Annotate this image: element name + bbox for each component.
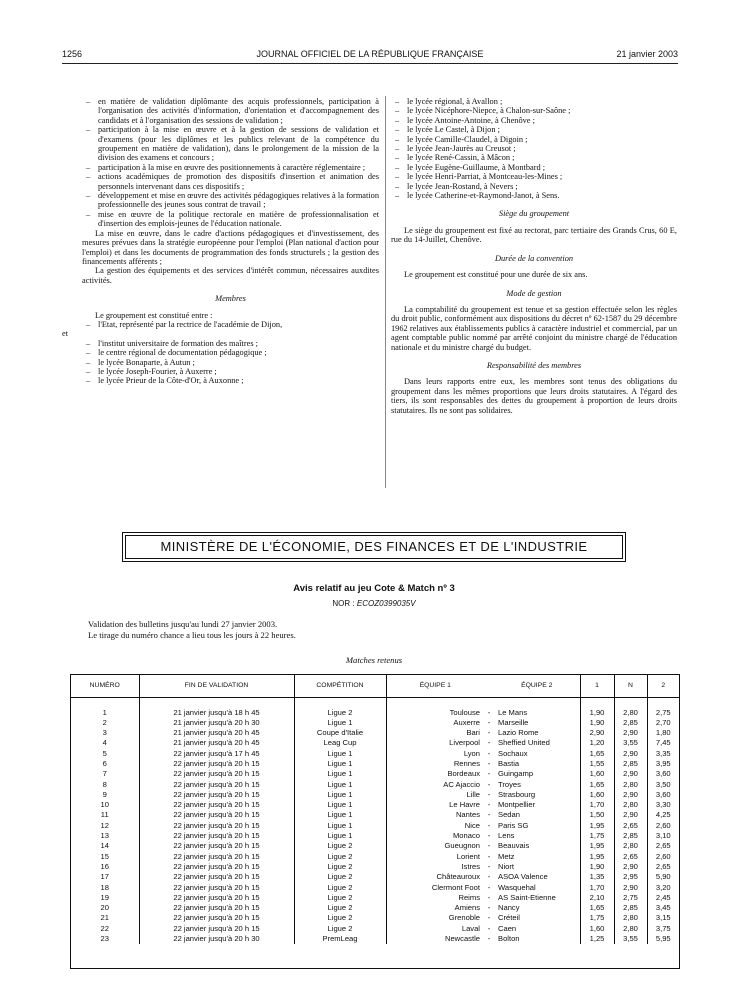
cell-numero: 15 bbox=[71, 852, 139, 862]
cell-cote-1: 1,20 bbox=[580, 738, 614, 748]
table-row bbox=[71, 759, 679, 769]
header-cote-n: N bbox=[614, 675, 647, 697]
table-row bbox=[71, 913, 679, 923]
left-column bbox=[62, 97, 379, 386]
cell-cote-2: 3,45 bbox=[655, 903, 671, 913]
header-numero: NUMÉRO bbox=[71, 675, 139, 697]
cell-equipe-2: ASOA Valence bbox=[494, 872, 580, 882]
cell-dash: - bbox=[487, 707, 491, 717]
cell-equipe-1: Bari bbox=[466, 728, 480, 738]
cell-competition: Ligue 1 bbox=[294, 810, 386, 820]
cell-equipe-1: Lorient bbox=[456, 851, 480, 861]
cell-equipe-2: Lazio Rome bbox=[494, 728, 580, 738]
cell-cote-1: 1,75 bbox=[580, 831, 614, 841]
cell-competition: Ligue 1 bbox=[294, 790, 386, 800]
cell-dash: - bbox=[487, 728, 491, 738]
matches-table bbox=[70, 674, 680, 969]
cell-numero: 8 bbox=[71, 780, 139, 790]
cell-fin-validation: 22 janvier jusqu'à 20 h 15 bbox=[139, 872, 294, 882]
cell-fin-validation: 22 janvier jusqu'à 20 h 15 bbox=[139, 852, 294, 862]
cell-fin-validation: 22 janvier jusqu'à 20 h 15 bbox=[139, 924, 294, 934]
cell-competition: Ligue 2 bbox=[294, 903, 386, 913]
cell-numero: 16 bbox=[71, 862, 139, 872]
member-item: – le lycée régional, à Avallon ; bbox=[391, 97, 677, 106]
cell-equipe-1: Newcastle bbox=[444, 934, 480, 944]
cell-competition: Ligue 1 bbox=[294, 759, 386, 769]
cell-competition: Ligue 1 bbox=[294, 780, 386, 790]
cell-numero: 17 bbox=[71, 872, 139, 882]
cell-fin-validation: 22 janvier jusqu'à 20 h 15 bbox=[139, 883, 294, 893]
cell-numero: 14 bbox=[71, 841, 139, 851]
table-row bbox=[71, 821, 679, 831]
cell-cote-n: 3,55 bbox=[614, 738, 647, 748]
cell-numero: 4 bbox=[71, 738, 139, 748]
cell-dash: - bbox=[487, 758, 491, 768]
running-header bbox=[62, 49, 678, 63]
cell-fin-validation: 22 janvier jusqu'à 20 h 15 bbox=[139, 903, 294, 913]
cell-cote-n: 2,90 bbox=[614, 883, 647, 893]
cell-competition: Ligue 1 bbox=[294, 831, 386, 841]
cell-equipe-2: Le Mans bbox=[494, 697, 580, 718]
table-row bbox=[71, 934, 679, 944]
header-spacer bbox=[484, 675, 494, 697]
member-item: – le lycée Jean-Rostand, à Nevers ; bbox=[391, 182, 677, 191]
cell-cote-n: 2,80 bbox=[614, 841, 647, 851]
cell-fin-validation: 22 janvier jusqu'à 20 h 15 bbox=[139, 841, 294, 851]
cell-cote-1: 1,90 bbox=[580, 718, 614, 728]
member-item: – le lycée Antoine-Antoine, à Chenôve ; bbox=[391, 116, 677, 125]
cell-competition: PremLeag bbox=[294, 934, 386, 944]
cell-fin-validation: 21 janvier jusqu'à 20 h 45 bbox=[139, 728, 294, 738]
cell-fin-validation: 21 janvier jusqu'à 18 h 45 bbox=[139, 697, 294, 718]
cell-equipe-2: Metz bbox=[494, 852, 580, 862]
paragraph: La comptabilité du groupement est tenue et sa gestion effectuée selon les règles du droit public, conformément aux dispositions du décret nº 62-1587 du 29 décembre 1962 relatives aux établissements publics à caractère industriel et commercial, par un agent comptable public nommé par arrêté conjoint du ministre chargé de l'éducation nationale et du ministre chargé du budget. bbox=[391, 304, 677, 352]
cell-numero: 12 bbox=[71, 821, 139, 831]
cell-cote-2: 3,15 bbox=[655, 913, 671, 923]
header-cote-1: 1 bbox=[580, 675, 614, 697]
cell-competition: Ligue 2 bbox=[294, 913, 386, 923]
cell-cote-2: 2,45 bbox=[655, 892, 671, 902]
cell-numero: 7 bbox=[71, 769, 139, 779]
section-heading: Responsabilité des membres bbox=[486, 360, 582, 370]
cell-cote-n: 2,65 bbox=[614, 821, 647, 831]
cell-cote-1: 1,90 bbox=[580, 697, 614, 718]
cell-cote-n: 2,65 bbox=[614, 852, 647, 862]
cell-numero: 11 bbox=[71, 810, 139, 820]
cell-dash: - bbox=[487, 923, 491, 933]
cell-cote-n: 2,90 bbox=[614, 749, 647, 759]
member-item: – le centre régional de documentation pédagogique ; bbox=[82, 348, 379, 357]
cell-equipe-1: Auxerre bbox=[453, 717, 480, 727]
header-fin-validation: FIN DE VALIDATION bbox=[139, 675, 294, 697]
cell-competition: Ligue 2 bbox=[294, 872, 386, 882]
cell-cote-n: 2,85 bbox=[614, 831, 647, 841]
cell-equipe-2: Niort bbox=[494, 862, 580, 872]
cell-cote-1: 1,55 bbox=[580, 759, 614, 769]
cell-cote-n: 2,90 bbox=[614, 728, 647, 738]
cell-equipe-1: Nice bbox=[464, 820, 480, 830]
cell-cote-1: 1,90 bbox=[580, 862, 614, 872]
table-row bbox=[71, 738, 679, 748]
table-row bbox=[71, 903, 679, 913]
cell-numero: 3 bbox=[71, 728, 139, 738]
cell-equipe-1: Monaco bbox=[452, 831, 480, 841]
member-item: – le lycée Nicéphore-Niepce, à Chalon-sur-Saône ; bbox=[391, 106, 677, 115]
cell-cote-1: 1,65 bbox=[580, 749, 614, 759]
table-row bbox=[71, 831, 679, 841]
table-row bbox=[71, 728, 679, 738]
cell-dash: - bbox=[487, 841, 491, 851]
member-item: – le lycée Bonaparte, à Autun ; bbox=[82, 358, 379, 367]
table-row bbox=[71, 800, 679, 810]
table-row bbox=[71, 790, 679, 800]
cell-equipe-1: Reims bbox=[458, 892, 480, 902]
cell-numero: 20 bbox=[71, 903, 139, 913]
cell-fin-validation: 22 janvier jusqu'à 20 h 15 bbox=[139, 893, 294, 903]
paragraph: Le groupement est constitué pour une durée de six ans. bbox=[404, 270, 588, 280]
cell-equipe-2: Strasbourg bbox=[494, 790, 580, 800]
cell-competition: Ligue 1 bbox=[294, 769, 386, 779]
cell-cote-n: 2,90 bbox=[614, 810, 647, 820]
cell-equipe-2: Nancy bbox=[494, 903, 580, 913]
column-divider bbox=[385, 96, 386, 488]
cell-cote-1: 2,10 bbox=[580, 893, 614, 903]
cell-equipe-2: Sedan bbox=[494, 810, 580, 820]
cell-fin-validation: 22 janvier jusqu'à 20 h 15 bbox=[139, 810, 294, 820]
cell-cote-1: 1,65 bbox=[580, 903, 614, 913]
paragraph: La gestion des équipements et des services d'intérêt commun, nécessaires auxdites activités. bbox=[82, 266, 379, 285]
cell-equipe-1: Clermont Foot bbox=[431, 882, 480, 892]
cell-cote-2: 3,75 bbox=[655, 923, 671, 933]
paragraph: Le siège du groupement est fixé au rectorat, parc tertiaire des Grands Crus, 60 E, rue du 14-Juillet, Chenôve. bbox=[391, 225, 677, 245]
cell-cote-n: 2,80 bbox=[614, 800, 647, 810]
cell-equipe-2: Guingamp bbox=[494, 769, 580, 779]
cell-fin-validation: 22 janvier jusqu'à 17 h 45 bbox=[139, 749, 294, 759]
cell-dash: - bbox=[487, 872, 491, 882]
cell-numero: 1 bbox=[71, 697, 139, 718]
cell-equipe-2: Caen bbox=[494, 924, 580, 934]
cell-competition: Ligue 1 bbox=[294, 821, 386, 831]
cell-cote-1: 1,70 bbox=[580, 883, 614, 893]
cell-numero: 19 bbox=[71, 893, 139, 903]
cell-cote-2: 2,75 bbox=[655, 707, 671, 717]
cell-equipe-1: AC Ajaccio bbox=[443, 779, 480, 789]
table-row bbox=[71, 841, 679, 851]
cell-fin-validation: 22 janvier jusqu'à 20 h 15 bbox=[139, 759, 294, 769]
header-equipe-1: ÉQUIPE 1 bbox=[386, 675, 484, 697]
cell-competition: Ligue 2 bbox=[294, 893, 386, 903]
cell-cote-1: 1,50 bbox=[580, 810, 614, 820]
cell-numero: 23 bbox=[71, 934, 139, 944]
ministry-banner: MINISTÈRE DE L'ÉCONOMIE, DES FINANCES ET DE L'INDUSTRIE bbox=[125, 535, 623, 559]
cell-dash: - bbox=[487, 831, 491, 841]
cell-competition: Ligue 2 bbox=[294, 697, 386, 718]
cell-cote-1: 1,25 bbox=[580, 934, 614, 944]
cell-numero: 13 bbox=[71, 831, 139, 841]
cell-cote-n: 2,80 bbox=[614, 780, 647, 790]
nor-value: ECOZ0399035V bbox=[356, 599, 416, 608]
cell-equipe-2: Marseille bbox=[494, 718, 580, 728]
header-rule bbox=[62, 63, 678, 64]
cell-cote-2: 7,45 bbox=[655, 738, 671, 748]
section-heading: Siège du groupement bbox=[498, 209, 570, 219]
header-equipe-2: ÉQUIPE 2 bbox=[494, 675, 580, 697]
table-header-row bbox=[71, 675, 679, 697]
cell-dash: - bbox=[487, 810, 491, 820]
member-item: – le lycée Prieur de la Côte-d'Or, à Auxonne ; bbox=[82, 376, 379, 385]
cell-numero: 18 bbox=[71, 883, 139, 893]
cell-competition: Ligue 1 bbox=[294, 718, 386, 728]
cell-fin-validation: 22 janvier jusqu'à 20 h 15 bbox=[139, 862, 294, 872]
cell-numero: 9 bbox=[71, 790, 139, 800]
cell-fin-validation: 21 janvier jusqu'à 20 h 30 bbox=[139, 718, 294, 728]
member-item: – le lycée Catherine-et-Raymond-Janot, à Sens. bbox=[391, 191, 677, 200]
cell-equipe-1: Istres bbox=[461, 861, 480, 871]
cell-equipe-1: Bordeaux bbox=[447, 769, 480, 779]
member-item: – le lycée Camille-Claudel, à Digoin ; bbox=[391, 135, 677, 144]
cell-equipe-2: Bastia bbox=[494, 759, 580, 769]
cell-cote-2: 3,60 bbox=[655, 769, 671, 779]
cell-numero: 5 bbox=[71, 749, 139, 759]
cell-cote-n: 2,85 bbox=[614, 718, 647, 728]
right-column bbox=[391, 97, 677, 415]
cell-cote-2: 5,95 bbox=[655, 934, 671, 944]
cell-competition: Leag Cup bbox=[294, 738, 386, 748]
cell-equipe-1: Châteauroux bbox=[436, 872, 480, 882]
table-row bbox=[71, 872, 679, 882]
cell-cote-2: 3,30 bbox=[655, 800, 671, 810]
mission-item: – en matière de validation diplômante des acquis professionnels, participation à l'organisation des activités d'information, d'orientation et d'accompagnement des candidats et à l'organisation des sessions de validation ; bbox=[82, 97, 379, 125]
table-row bbox=[71, 924, 679, 934]
cell-cote-2: 3,10 bbox=[655, 831, 671, 841]
cell-dash: - bbox=[487, 861, 491, 871]
cell-dash: - bbox=[487, 800, 491, 810]
cell-cote-n: 2,85 bbox=[614, 759, 647, 769]
member-item: – l'Etat, représenté par la rectrice de l'académie de Dijon, bbox=[82, 320, 379, 329]
cell-fin-validation: 22 janvier jusqu'à 20 h 15 bbox=[139, 800, 294, 810]
table-row bbox=[71, 749, 679, 759]
cell-cote-1: 2,90 bbox=[580, 728, 614, 738]
cell-cote-2: 2,60 bbox=[655, 820, 671, 830]
cell-dash: - bbox=[487, 738, 491, 748]
cell-cote-1: 1,60 bbox=[580, 769, 614, 779]
table-body bbox=[71, 697, 679, 944]
cell-dash: - bbox=[487, 789, 491, 799]
cell-cote-1: 1,35 bbox=[580, 872, 614, 882]
cell-cote-1: 1,95 bbox=[580, 841, 614, 851]
cell-cote-2: 4,25 bbox=[655, 810, 671, 820]
cell-competition: Ligue 2 bbox=[294, 883, 386, 893]
cell-dash: - bbox=[487, 892, 491, 902]
cell-cote-2: 1,80 bbox=[655, 728, 671, 738]
cell-cote-2: 3,35 bbox=[655, 748, 671, 758]
cell-cote-2: 5,90 bbox=[655, 872, 671, 882]
page-number: 1256 bbox=[62, 49, 83, 59]
cell-competition: Ligue 2 bbox=[294, 852, 386, 862]
cell-cote-n: 2,80 bbox=[614, 924, 647, 934]
journal-title: JOURNAL OFFICIEL DE LA RÉPUBLIQUE FRANÇAISE bbox=[256, 49, 484, 59]
conjunction: et bbox=[62, 329, 69, 339]
table-row bbox=[71, 893, 679, 903]
cell-dash: - bbox=[487, 769, 491, 779]
cell-equipe-1: Le Havre bbox=[449, 800, 480, 810]
cell-equipe-1: Grenoble bbox=[448, 913, 480, 923]
cell-dash: - bbox=[487, 851, 491, 861]
table-row bbox=[71, 810, 679, 820]
validation-line: Validation des bulletins jusqu'au lundi 27 janvier 2003. bbox=[88, 619, 278, 629]
cell-competition: Coupe d'Italie bbox=[294, 728, 386, 738]
cell-cote-1: 1,65 bbox=[580, 780, 614, 790]
cell-equipe-2: Wasquehal bbox=[494, 883, 580, 893]
cell-equipe-1: Rennes bbox=[453, 758, 480, 768]
notice-title: Avis relatif au jeu Cote & Match nº 3 bbox=[293, 583, 455, 594]
cell-fin-validation: 22 janvier jusqu'à 20 h 15 bbox=[139, 821, 294, 831]
cell-cote-2: 2,70 bbox=[655, 717, 671, 727]
table-row bbox=[71, 780, 679, 790]
cell-competition: Ligue 1 bbox=[294, 749, 386, 759]
cell-dash: - bbox=[487, 913, 491, 923]
cell-cote-2: 3,95 bbox=[655, 758, 671, 768]
header-competition: COMPÉTITION bbox=[294, 675, 386, 697]
cell-cote-2: 3,50 bbox=[655, 779, 671, 789]
cell-fin-validation: 22 janvier jusqu'à 20 h 30 bbox=[139, 934, 294, 944]
cell-cote-n: 2,90 bbox=[614, 862, 647, 872]
mission-item: – participation à la mise en œuvre et à la gestion de sessions de validation et d'examens (pour les diplômes et les publics relevant de la compétence du groupement en matière de validation), dans le prolongement de la mission de la division des examens et concours ; bbox=[82, 125, 379, 163]
cell-cote-n: 2,80 bbox=[614, 913, 647, 923]
cell-competition: Ligue 2 bbox=[294, 841, 386, 851]
cell-fin-validation: 22 janvier jusqu'à 20 h 15 bbox=[139, 790, 294, 800]
cell-equipe-1: Laval bbox=[461, 923, 480, 933]
cell-cote-n: 2,75 bbox=[614, 893, 647, 903]
mission-item: – développement et mise en œuvre des activités pédagogiques relatives à la formation professionnelle des jeunes sous contrat de travail ; bbox=[82, 191, 379, 210]
header-cote-2: 2 bbox=[647, 675, 679, 697]
paragraph: Dans leurs rapports entre eux, les membres sont tenus des obligations du groupement dans les mêmes proportions que leurs droits statutaires. A l'égard des tiers, ils sont responsables des dettes du groupement à proportion de leurs droits statutaires. Ils ne sont pas solidaires. bbox=[391, 377, 677, 415]
cell-equipe-1: Toulouse bbox=[449, 707, 480, 717]
cell-cote-1: 1,60 bbox=[580, 924, 614, 934]
cell-equipe-1: Liverpool bbox=[449, 738, 480, 748]
issue-date: 21 janvier 2003 bbox=[616, 49, 678, 59]
cell-numero: 21 bbox=[71, 913, 139, 923]
cell-cote-n: 2,85 bbox=[614, 903, 647, 913]
cell-cote-n: 3,55 bbox=[614, 934, 647, 944]
table-row bbox=[71, 862, 679, 872]
cell-equipe-2: Bolton bbox=[494, 934, 580, 944]
cell-cote-2: 3,20 bbox=[655, 882, 671, 892]
cell-equipe-2: Lens bbox=[494, 831, 580, 841]
cell-equipe-2: Sheffied United bbox=[494, 738, 580, 748]
cell-equipe-1: Gueugnon bbox=[444, 841, 480, 851]
cell-fin-validation: 22 janvier jusqu'à 20 h 15 bbox=[139, 831, 294, 841]
table-row bbox=[71, 852, 679, 862]
cell-cote-1: 1,70 bbox=[580, 800, 614, 810]
cell-cote-1: 1,75 bbox=[580, 913, 614, 923]
cell-fin-validation: 21 janvier jusqu'à 20 h 45 bbox=[139, 738, 294, 748]
table-row bbox=[71, 718, 679, 728]
mission-item: – participation à la mise en œuvre des positionnements à caractère réglementaire ; bbox=[82, 163, 379, 172]
cell-cote-1: 1,95 bbox=[580, 821, 614, 831]
cell-numero: 22 bbox=[71, 924, 139, 934]
section-heading: Durée de la convention bbox=[494, 253, 574, 263]
cell-cote-2: 2,60 bbox=[655, 851, 671, 861]
member-item: – le lycée Le Castel, à Dijon ; bbox=[391, 125, 677, 134]
cell-equipe-2: AS Saint-Etienne bbox=[494, 893, 580, 903]
cell-cote-1: 1,95 bbox=[580, 852, 614, 862]
member-item: – le lycée Jean-Jaurès au Creusot ; bbox=[391, 144, 677, 153]
cell-fin-validation: 22 janvier jusqu'à 20 h 15 bbox=[139, 780, 294, 790]
cell-cote-2: 2,65 bbox=[655, 861, 671, 871]
mission-item: – mise en œuvre de la politique rectorale en matière de professionnalisation et d'insertion des emplois-jeunes de l'éducation nationale. bbox=[82, 210, 379, 229]
cell-competition: Ligue 1 bbox=[294, 800, 386, 810]
nor-label: NOR : bbox=[332, 599, 355, 608]
notice-intro bbox=[88, 619, 296, 640]
cell-dash: - bbox=[487, 779, 491, 789]
section-heading: Membres bbox=[215, 294, 246, 304]
nor-reference bbox=[0, 599, 748, 608]
cell-equipe-1: Lille bbox=[466, 789, 480, 799]
cell-competition: Ligue 2 bbox=[294, 862, 386, 872]
cell-dash: - bbox=[487, 820, 491, 830]
cell-equipe-2: Créteil bbox=[494, 913, 580, 923]
member-item: – l'institut universitaire de formation des maîtres ; bbox=[82, 339, 379, 348]
cell-numero: 10 bbox=[71, 800, 139, 810]
paragraph: Le groupement est constitué entre : bbox=[95, 310, 213, 320]
cell-dash: - bbox=[487, 717, 491, 727]
cell-cote-n: 2,90 bbox=[614, 790, 647, 800]
mission-item: – actions académiques de promotion des dispositifs d'insertion et animation des personnels intervenant dans ces dispositifs ; bbox=[82, 172, 379, 191]
cell-competition: Ligue 2 bbox=[294, 924, 386, 934]
section-heading: Mode de gestion bbox=[506, 288, 562, 298]
cell-cote-1: 1,60 bbox=[580, 790, 614, 800]
cell-numero: 6 bbox=[71, 759, 139, 769]
cell-cote-n: 2,95 bbox=[614, 872, 647, 882]
cell-fin-validation: 22 janvier jusqu'à 20 h 15 bbox=[139, 769, 294, 779]
cell-equipe-1: Lyon bbox=[463, 748, 480, 758]
table-row bbox=[71, 697, 679, 718]
cell-equipe-2: Troyes bbox=[494, 780, 580, 790]
cell-dash: - bbox=[487, 934, 491, 944]
cell-equipe-2: Montpellier bbox=[494, 800, 580, 810]
member-item: – le lycée Henri-Parriat, à Montceau-les-Mines ; bbox=[391, 172, 677, 181]
cell-equipe-2: Sochaux bbox=[494, 749, 580, 759]
draw-line: Le tirage du numéro chance a lieu tous les jours à 22 heures. bbox=[88, 629, 296, 640]
cell-cote-2: 2,65 bbox=[655, 841, 671, 851]
member-item: – le lycée René-Cassin, à Mâcon ; bbox=[391, 153, 677, 162]
table-row bbox=[71, 883, 679, 893]
cell-fin-validation: 22 janvier jusqu'à 20 h 15 bbox=[139, 913, 294, 923]
cell-cote-2: 3,60 bbox=[655, 789, 671, 799]
member-item: – le lycée Eugène-Guillaume, à Montbard ; bbox=[391, 163, 677, 172]
cell-cote-n: 2,80 bbox=[614, 697, 647, 718]
cell-dash: - bbox=[487, 882, 491, 892]
cell-dash: - bbox=[487, 903, 491, 913]
cell-equipe-1: Nantes bbox=[455, 810, 480, 820]
paragraph: La mise en œuvre, dans le cadre d'actions pédagogiques et d'investissement, des mesures prévues dans la stratégie européenne pour l'emploi (Plan national d'action pour l'emploi) et dans les documents de programmation des fonds structurels ; la gestion des financements afférents ; bbox=[82, 228, 379, 266]
cell-equipe-2: Beauvais bbox=[494, 841, 580, 851]
cell-dash: - bbox=[487, 748, 491, 758]
cell-equipe-1: Amiens bbox=[454, 903, 480, 913]
cell-equipe-2: Paris SG bbox=[494, 821, 580, 831]
member-item: – le lycée Joseph-Fourier, à Auxerre ; bbox=[82, 367, 379, 376]
table-caption: Matches retenus bbox=[345, 655, 403, 665]
cell-numero: 2 bbox=[71, 718, 139, 728]
table-row bbox=[71, 769, 679, 779]
cell-cote-n: 2,90 bbox=[614, 769, 647, 779]
